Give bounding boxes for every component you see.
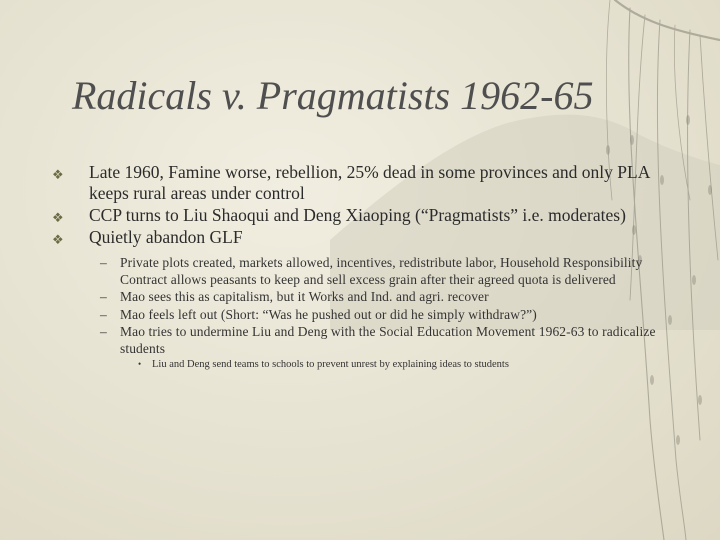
diamond-bullet-icon: ❖	[52, 167, 64, 182]
slide-title: Radicals v. Pragmatists 1962-65	[72, 73, 594, 118]
diamond-bullet-icon: ❖	[52, 210, 64, 225]
sub-bullet-text: Mao sees this as capitalism, but it Works and Ind. and agri. recover	[120, 289, 489, 304]
sub-sub-bullet-text: Liu and Deng send teams to schools to prevent unrest by explaining ideas to students	[152, 359, 509, 370]
dot-bullet-icon: •	[138, 359, 142, 369]
dash-bullet-icon: –	[100, 324, 107, 339]
slide-content	[52, 162, 660, 372]
bullet-text: Late 1960, Famine worse, rebellion, 25% dead in some provinces and only PLA keeps rural areas under control	[89, 162, 650, 203]
sub-bullet-item	[100, 289, 660, 306]
sub-bullet-item	[100, 307, 660, 324]
sub-bullet-text: Mao tries to undermine Liu and Deng with the Social Education Movement 1962-63 to radicalize students	[120, 324, 656, 356]
dash-bullet-icon: –	[100, 289, 107, 304]
sub-sub-bullet-list	[138, 358, 660, 372]
bullet-item	[52, 227, 660, 248]
bullet-text: Quietly abandon GLF	[89, 227, 243, 247]
bullet-item	[52, 205, 660, 226]
sub-bullet-text: Mao feels left out (Short: “Was he pushed out or did he simply withdraw?”)	[120, 306, 537, 322]
diamond-bullet-icon: ❖	[52, 232, 64, 247]
dash-bullet-icon: –	[100, 306, 107, 322]
sub-bullet-item	[100, 324, 660, 357]
bullet-item	[52, 162, 660, 204]
sub-bullet-item	[100, 255, 660, 288]
sub-bullet-text: Private plots created, markets allowed, incentives, redistribute labor, Household Responsibility Contract allows peasants to keep and sell excess grain after their agreed quota is delivered	[120, 255, 643, 287]
sub-sub-bullet-item	[138, 358, 660, 372]
bullet-text: CCP turns to Liu Shaoqui and Deng Xiaoping (“Pragmatists” i.e. moderates)	[89, 205, 626, 225]
dash-bullet-icon: –	[100, 255, 107, 270]
sub-bullet-list	[100, 255, 660, 372]
